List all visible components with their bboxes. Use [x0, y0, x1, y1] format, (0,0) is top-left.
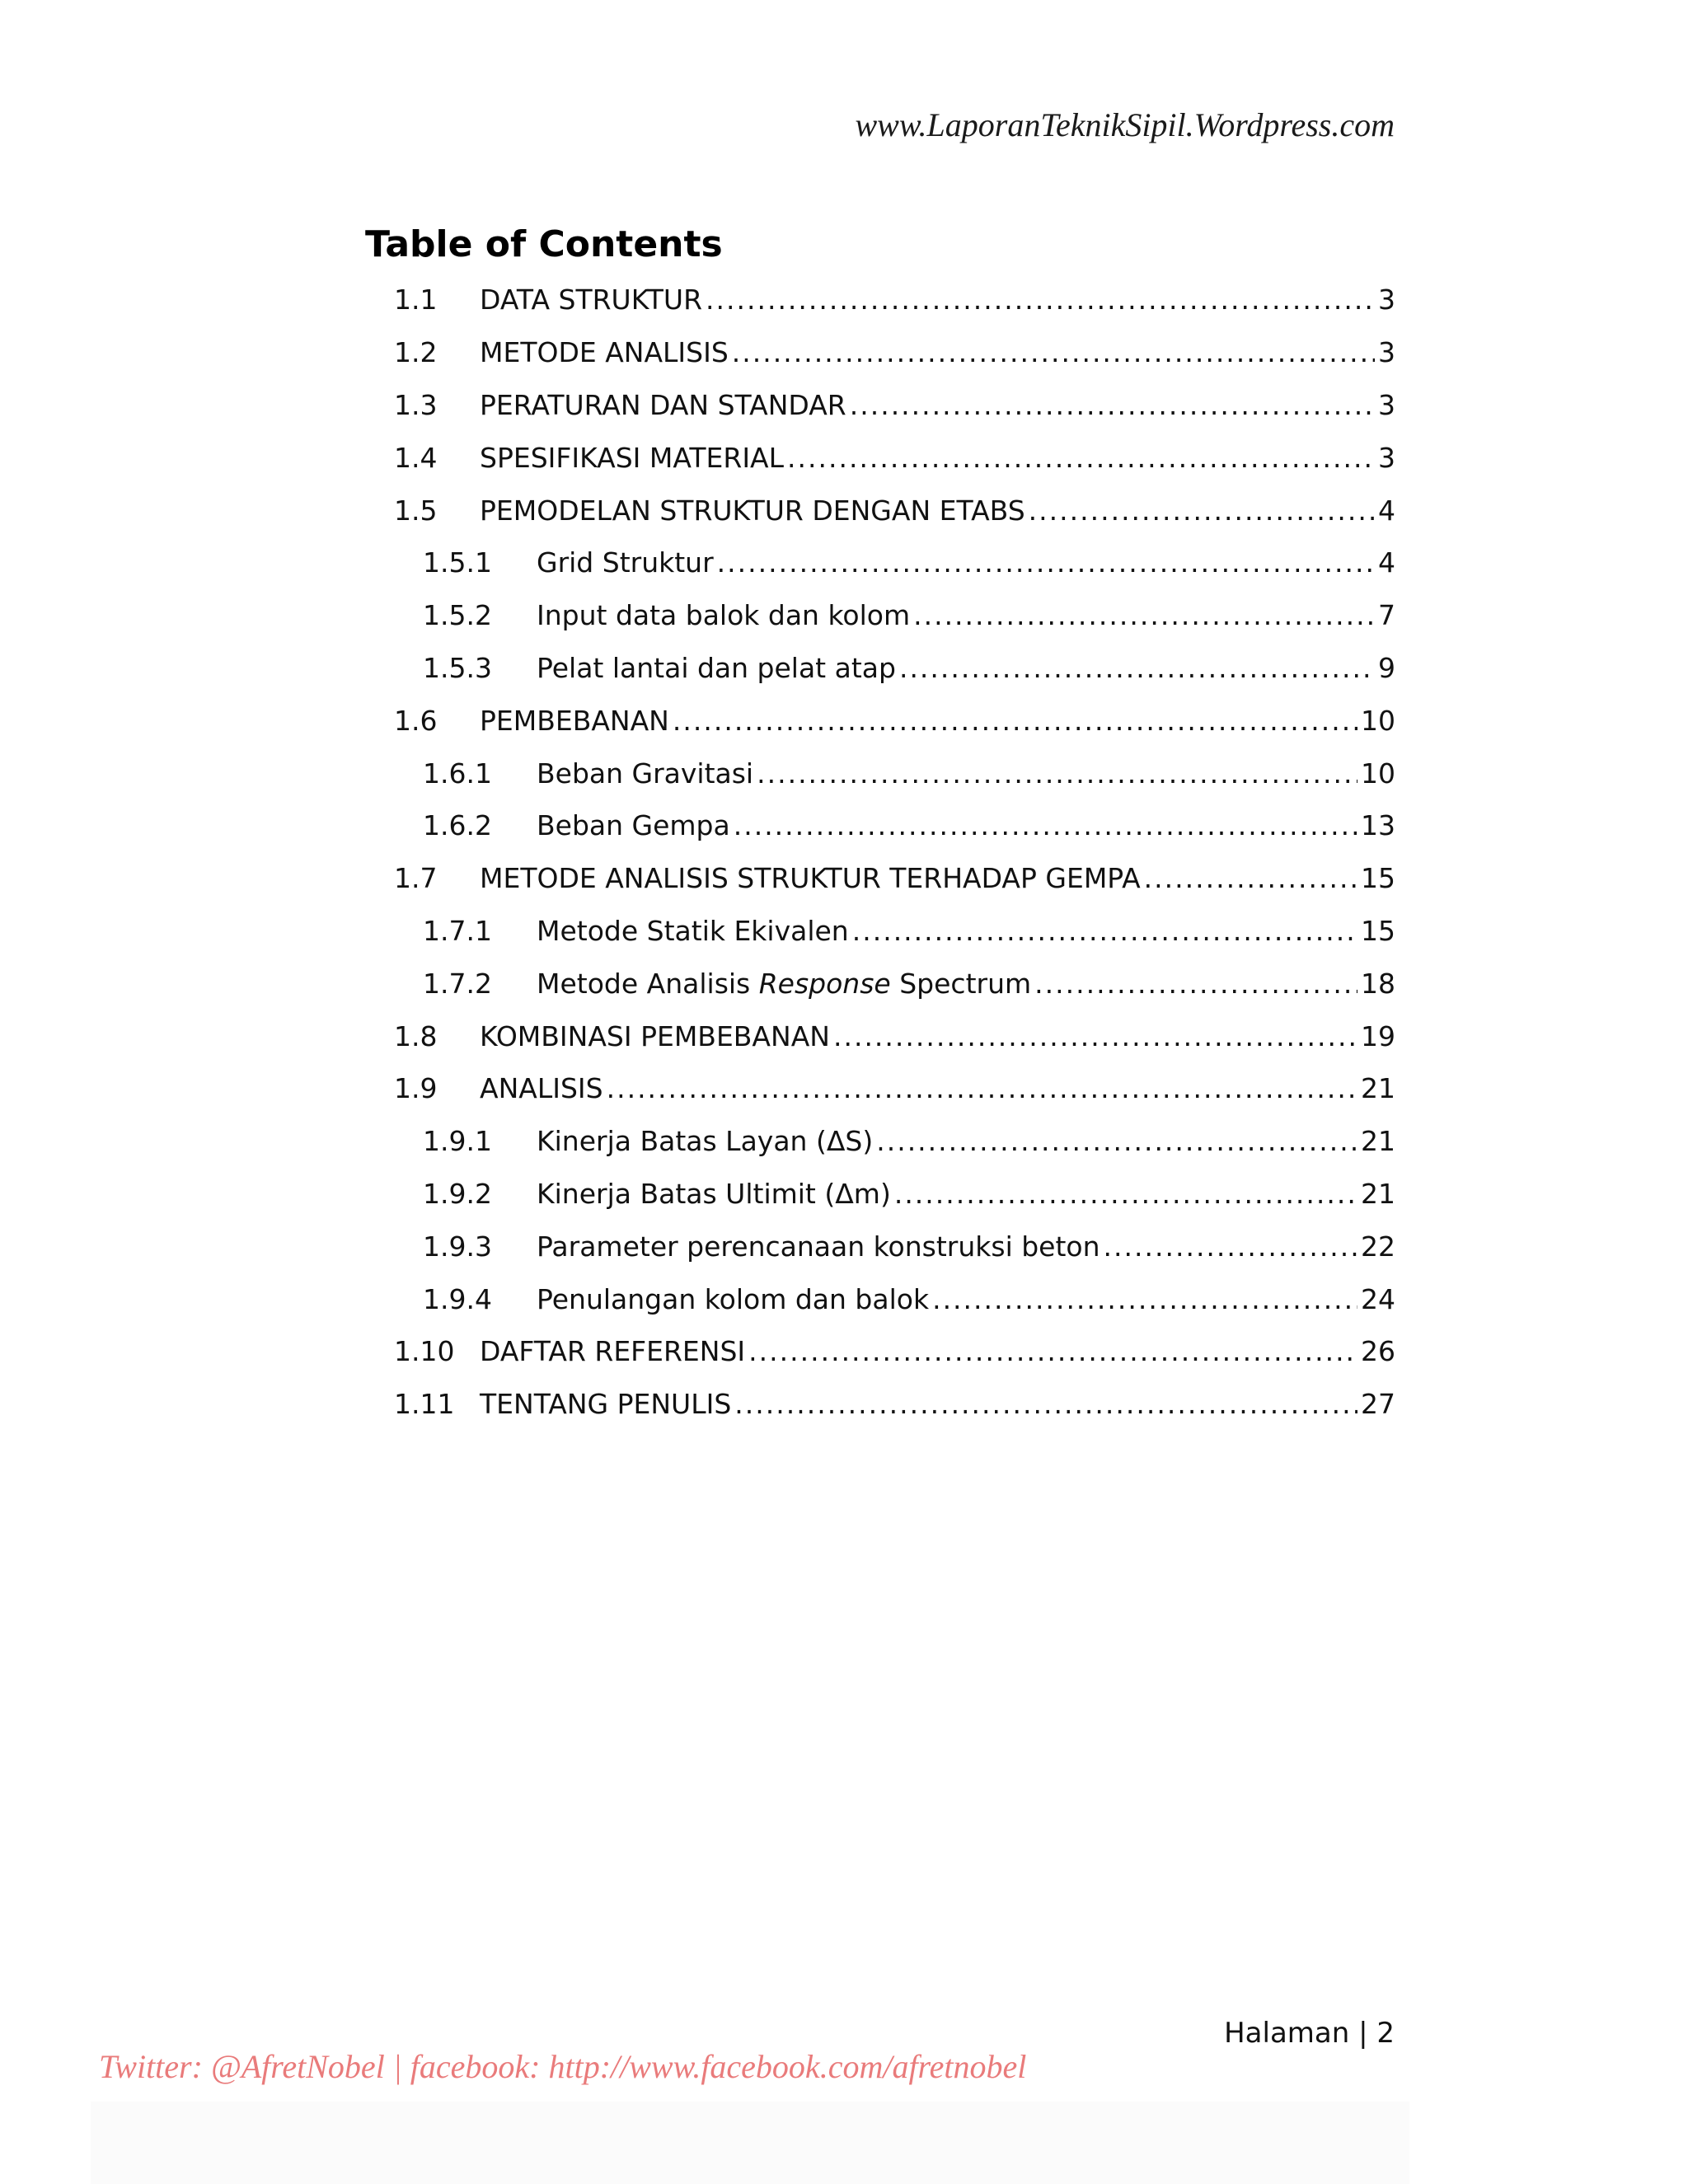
- toc-entry-number: 1.3: [394, 388, 438, 421]
- toc-entry-label-pre: Metode Analisis: [537, 967, 751, 1000]
- toc-subentry[interactable]: [365, 1220, 1395, 1272]
- toc-entry-page: 13: [1361, 809, 1395, 842]
- toc-entry-page: 9: [1378, 651, 1395, 684]
- toc-entry[interactable]: [365, 1325, 1395, 1378]
- toc-entry-label: Penulangan kolom dan balok: [537, 1282, 930, 1315]
- toc-entry-label: Grid Struktur: [537, 546, 714, 579]
- toc-entry[interactable]: [365, 852, 1395, 905]
- toc-subentry[interactable]: [365, 957, 1395, 1010]
- toc-leader-dots: [894, 1178, 1357, 1210]
- toc-entry[interactable]: [365, 379, 1395, 432]
- toc-entry-number: 1.7.1: [423, 914, 492, 947]
- toc-entry-label: Beban Gempa: [537, 809, 730, 842]
- toc-leader-dots: [607, 1072, 1357, 1104]
- toc-entry[interactable]: [365, 1010, 1395, 1062]
- toc-entry-number: 1.2: [394, 336, 438, 369]
- toc-entry-number: 1.7: [394, 862, 438, 895]
- toc-leader-dots: [706, 284, 1375, 316]
- toc-entry-label: Input data balok dan kolom: [537, 599, 911, 632]
- toc-leader-dots: [833, 1020, 1357, 1052]
- toc-entry-number: 1.9.2: [423, 1177, 492, 1210]
- toc-entry-label: Kinerja Batas Layan (ΔS): [537, 1125, 874, 1158]
- toc-subentry[interactable]: [365, 747, 1395, 799]
- toc-entry-label: PEMBEBANAN: [480, 704, 669, 737]
- toc-entry-number: 1.7.2: [423, 967, 492, 1000]
- footer-social-links: Twitter: @AfretNobel | facebook: http://www.facebook.com/afretnobel: [99, 2048, 1027, 2085]
- toc-subentry[interactable]: [365, 537, 1395, 589]
- toc-leader-dots: [717, 546, 1375, 579]
- toc-subentry[interactable]: [365, 1115, 1395, 1168]
- toc-entry-label: DATA STRUKTUR: [480, 284, 703, 316]
- toc-entry-label: Parameter perencanaan konstruksi beton: [537, 1230, 1100, 1263]
- toc-leader-dots: [787, 442, 1375, 474]
- toc-entry-number: 1.6.1: [423, 757, 492, 790]
- toc-entry-page: 3: [1378, 441, 1395, 474]
- toc-entry-number: 1.9.4: [423, 1282, 492, 1315]
- toc-entry[interactable]: [365, 326, 1395, 379]
- toc-title: Table of Contents: [365, 223, 723, 265]
- toc-leader-dots: [876, 1125, 1357, 1157]
- toc-entry-label-post: Spectrum: [899, 967, 1032, 1000]
- toc-entry-number: 1.10: [394, 1335, 455, 1368]
- toc-entry-label: METODE ANALISIS STRUKTUR TERHADAP GEMPA: [480, 862, 1141, 895]
- toc-entry-page: 21: [1361, 1072, 1395, 1105]
- toc-entry-number: 1.5.1: [423, 546, 492, 579]
- toc-entry-number: 1.9.3: [423, 1230, 492, 1263]
- toc-leader-dots: [734, 1388, 1357, 1420]
- toc-entry-page: 7: [1378, 599, 1395, 632]
- toc-leader-dots: [913, 599, 1375, 631]
- toc-entry-label: DAFTAR REFERENSI: [480, 1335, 746, 1368]
- header-website-url: www.LaporanTeknikSipil.Wordpress.com: [855, 106, 1395, 143]
- toc-leader-dots: [1104, 1230, 1357, 1263]
- toc-entry-page: 15: [1361, 862, 1395, 895]
- footer-page-number: Halaman | 2: [1224, 2017, 1395, 2050]
- toc-entry-label: [537, 968, 1031, 1000]
- toc-subentry[interactable]: [365, 905, 1395, 958]
- toc-entry-page: 19: [1361, 1019, 1395, 1052]
- toc-entry-page: 3: [1378, 284, 1395, 316]
- toc-entry-number: 1.6: [394, 704, 438, 737]
- toc-entry-label: Kinerja Batas Ultimit (Δm): [537, 1177, 891, 1210]
- toc-entry-label: TENTANG PENULIS: [480, 1388, 732, 1421]
- toc-leader-dots: [932, 1283, 1357, 1315]
- toc-entry-number: 1.11: [394, 1388, 455, 1421]
- toc-leader-dots: [1029, 494, 1375, 527]
- toc-entry-page: 4: [1378, 546, 1395, 579]
- table-of-contents: [365, 219, 1395, 1431]
- toc-entry-page: 26: [1361, 1335, 1395, 1368]
- toc-leader-dots: [673, 705, 1357, 737]
- toc-entry-page: 24: [1361, 1282, 1395, 1315]
- toc-entry-page: 21: [1361, 1177, 1395, 1210]
- toc-leader-dots: [757, 757, 1357, 790]
- toc-subentry[interactable]: [365, 642, 1395, 695]
- toc-leader-dots: [852, 915, 1357, 947]
- toc-entry-label: Metode Statik Ekivalen: [537, 914, 849, 947]
- toc-entry-page: 18: [1361, 967, 1395, 1000]
- toc-entry-page: 10: [1361, 757, 1395, 790]
- toc-entry[interactable]: [365, 1062, 1395, 1115]
- toc-subentry[interactable]: [365, 589, 1395, 642]
- toc-subentry[interactable]: [365, 1272, 1395, 1325]
- toc-entry-label: Pelat lantai dan pelat atap: [537, 651, 896, 684]
- toc-subentry[interactable]: [365, 1168, 1395, 1221]
- toc-entry-number: 1.5: [394, 494, 438, 527]
- toc-entry-label: METODE ANALISIS: [480, 336, 729, 369]
- toc-leader-dots: [899, 652, 1375, 684]
- toc-entry-label: Beban Gravitasi: [537, 757, 754, 790]
- toc-entry[interactable]: [365, 694, 1395, 747]
- toc-entry[interactable]: [365, 274, 1395, 326]
- toc-subentry[interactable]: [365, 799, 1395, 852]
- bottom-scan-shade: [91, 2102, 1409, 2184]
- toc-entry-label: SPESIFIKASI MATERIAL: [480, 441, 785, 474]
- toc-entry-page: 15: [1361, 914, 1395, 947]
- toc-entry-page: 3: [1378, 336, 1395, 369]
- toc-leader-dots: [748, 1335, 1357, 1367]
- toc-entry-label-italic: Response: [758, 967, 891, 1000]
- toc-leader-dots: [1144, 862, 1357, 894]
- toc-entry-page: 4: [1378, 494, 1395, 527]
- toc-entry[interactable]: [365, 484, 1395, 537]
- toc-entry-label: KOMBINASI PEMBEBANAN: [480, 1019, 830, 1052]
- toc-entry-label: PEMODELAN STRUKTUR DENGAN ETABS: [480, 494, 1025, 527]
- toc-entry-number: 1.9: [394, 1072, 438, 1105]
- toc-entry-number: 1.5.2: [423, 599, 492, 632]
- toc-entry-page: 10: [1361, 704, 1395, 737]
- toc-entry-number: 1.8: [394, 1019, 438, 1052]
- toc-entry-page: 22: [1361, 1230, 1395, 1263]
- toc-leader-dots: [850, 389, 1375, 421]
- toc-leader-dots: [1034, 968, 1357, 1000]
- toc-entry-label: ANALISIS: [480, 1072, 603, 1105]
- toc-entry-label: PERATURAN DAN STANDAR: [480, 388, 846, 421]
- toc-entry-number: 1.5.3: [423, 651, 492, 684]
- toc-entry-number: 1.9.1: [423, 1125, 492, 1158]
- toc-entry-number: 1.1: [394, 284, 438, 316]
- toc-entry[interactable]: [365, 1378, 1395, 1431]
- toc-entry-number: 1.4: [394, 441, 438, 474]
- toc-entry-page: 3: [1378, 388, 1395, 421]
- toc-entry-page: 21: [1361, 1125, 1395, 1158]
- toc-leader-dots: [732, 336, 1375, 368]
- toc-entry[interactable]: [365, 431, 1395, 484]
- toc-entry-number: 1.6.2: [423, 809, 492, 842]
- toc-entry-page: 27: [1361, 1388, 1395, 1421]
- toc-leader-dots: [734, 809, 1357, 841]
